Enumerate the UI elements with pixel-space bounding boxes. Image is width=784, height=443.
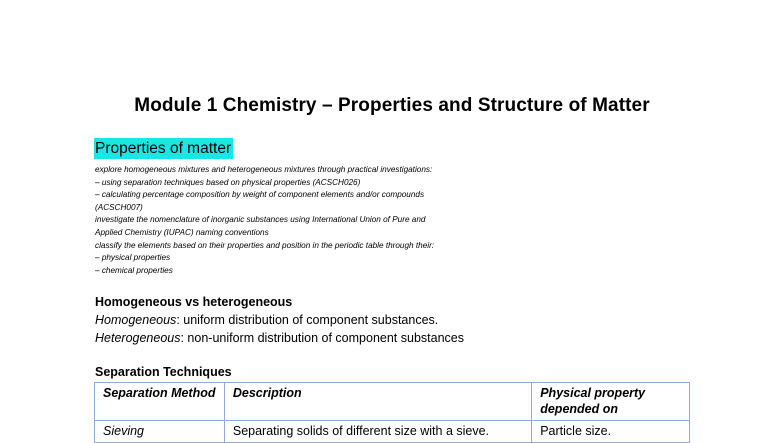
syllabus-line: – chemical properties (95, 265, 173, 275)
homogeneous-heading: Homogeneous vs heterogeneous (95, 295, 293, 309)
column-header: Description (224, 383, 531, 421)
section-heading: Properties of matter (95, 140, 232, 157)
definition-text: : uniform distribution of component substances. (176, 313, 439, 327)
page-title: Module 1 Chemistry – Properties and Structure of Matter (134, 95, 650, 116)
table-cell: Particle size. (532, 421, 690, 443)
table-cell: Separating solids of different size with a sieve. (224, 421, 531, 443)
syllabus-line: – calculating percentage composition by weight of component elements and/or compounds (95, 190, 425, 200)
table-cell: Sieving (95, 421, 225, 443)
syllabus-line: Applied Chemistry (IUPAC) naming conventions (95, 227, 269, 237)
definition-heterogeneous (95, 331, 464, 345)
term-heterogeneous: Heterogeneous (95, 331, 181, 345)
separation-table (94, 382, 690, 443)
syllabus-line: classify the elements based on their properties and position in the periodic table through their: (95, 240, 435, 250)
definition-text: : non-uniform distribution of component substances (180, 331, 464, 345)
syllabus-line: – physical properties (95, 253, 171, 263)
syllabus-line: – using separation techniques based on physical properties (ACSCH026) (95, 177, 361, 187)
syllabus-line: investigate the nomenclature of inorganic substances using International Union of Pure and (95, 215, 426, 225)
column-header: Physical property depended on (532, 383, 690, 421)
separation-heading: Separation Techniques (95, 365, 232, 379)
table-header-row (95, 383, 690, 421)
syllabus-line: (ACSCH007) (95, 202, 143, 212)
table-row (95, 421, 690, 443)
definition-homogeneous (95, 313, 438, 327)
syllabus-text (95, 164, 515, 277)
syllabus-line: explore homogeneous mixtures and heterogeneous mixtures through practical investigations: (95, 165, 433, 174)
term-homogeneous: Homogeneous (95, 313, 177, 327)
column-header: Separation Method (95, 383, 225, 421)
